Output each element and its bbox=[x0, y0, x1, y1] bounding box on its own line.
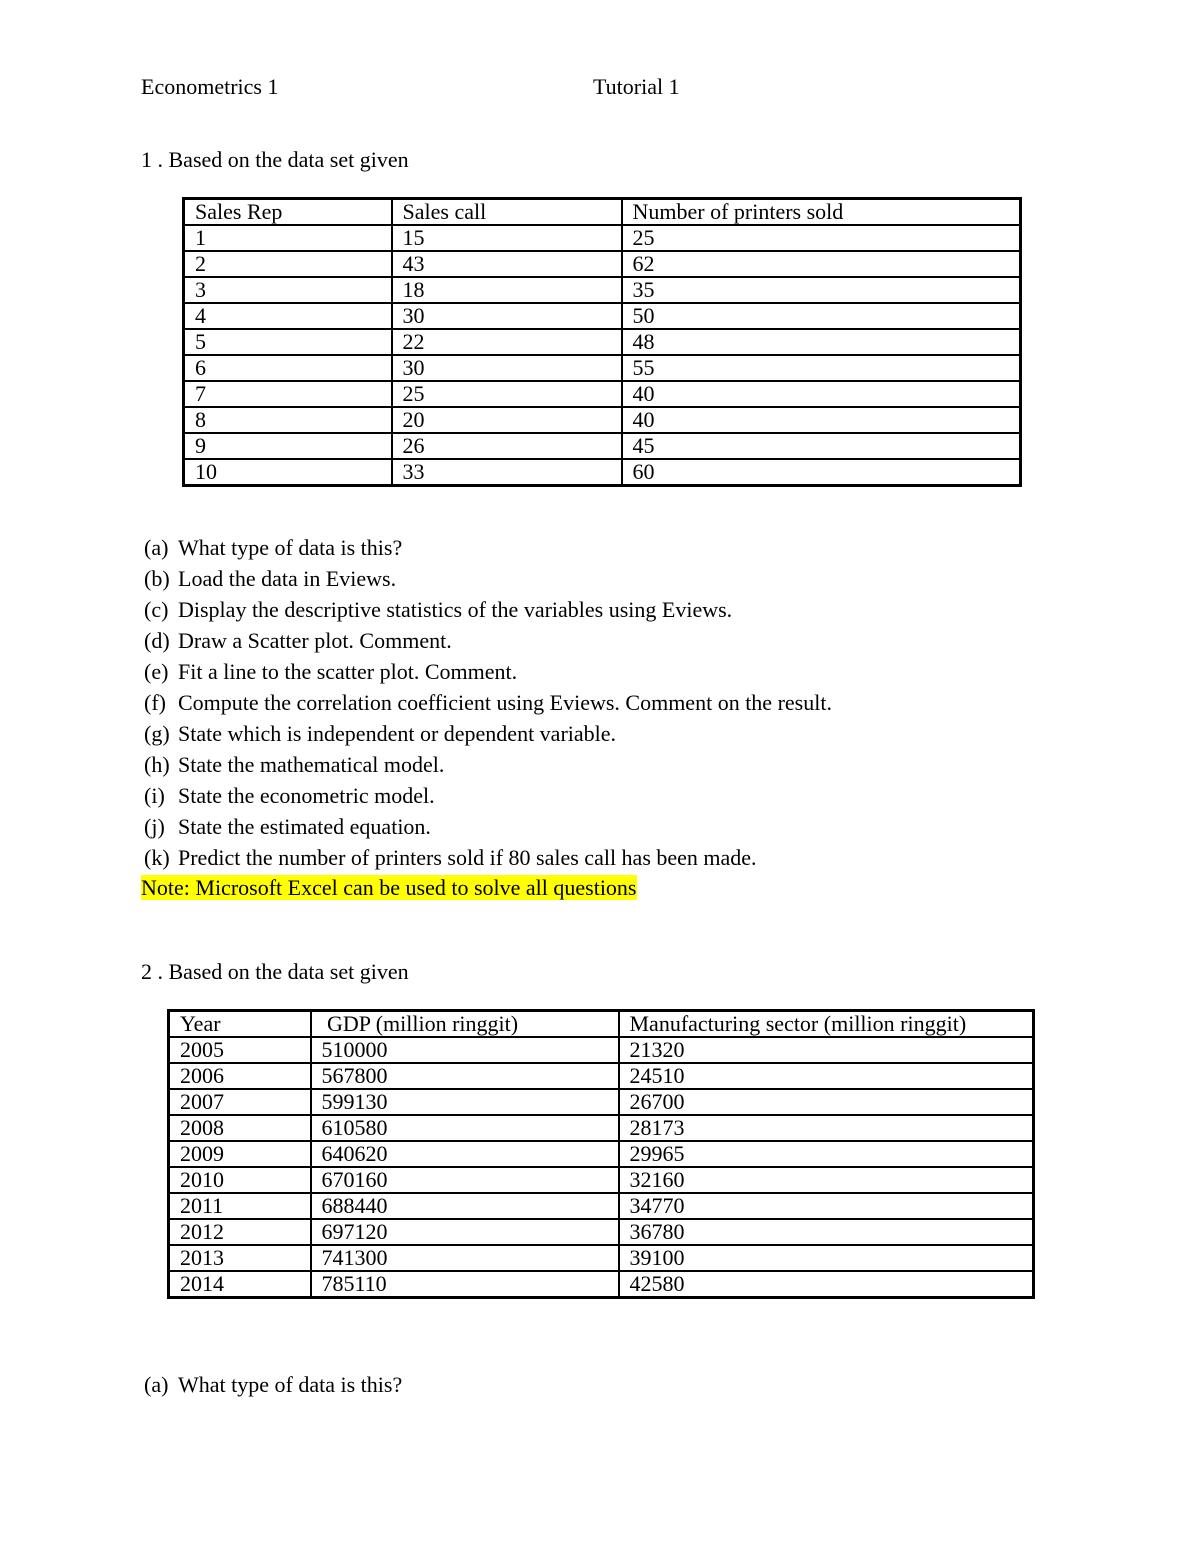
table-cell: 510000 bbox=[311, 1037, 619, 1063]
question-item bbox=[144, 846, 832, 877]
course-title: Econometrics 1 bbox=[141, 74, 279, 99]
table-row bbox=[169, 1193, 1034, 1219]
table-cell: 2014 bbox=[169, 1271, 311, 1298]
table-cell: 42580 bbox=[619, 1271, 1034, 1298]
question-text: What type of data is this? bbox=[178, 1372, 403, 1397]
table-cell: 2006 bbox=[169, 1063, 311, 1089]
table-row bbox=[184, 329, 1021, 355]
table-cell: 21320 bbox=[619, 1037, 1034, 1063]
tutorial-title: Tutorial 1 bbox=[593, 74, 680, 99]
q2-table bbox=[167, 1009, 1035, 1299]
table-row bbox=[184, 277, 1021, 303]
column-header: Manufacturing sector (million ringgit) bbox=[619, 1011, 1034, 1038]
table-header-row bbox=[184, 199, 1021, 226]
table-row bbox=[184, 433, 1021, 459]
question-text: What type of data is this? bbox=[178, 535, 403, 560]
table-row bbox=[169, 1063, 1034, 1089]
q1-table-body bbox=[184, 199, 1021, 486]
column-header: Year bbox=[169, 1011, 311, 1038]
table-row bbox=[184, 407, 1021, 433]
table-cell: 2007 bbox=[169, 1089, 311, 1115]
table-cell: 2 bbox=[184, 251, 392, 277]
table-cell: 785110 bbox=[311, 1271, 619, 1298]
table-cell: 640620 bbox=[311, 1141, 619, 1167]
table-cell: 55 bbox=[622, 355, 1021, 381]
column-header: Sales call bbox=[392, 199, 622, 226]
question-item bbox=[144, 815, 832, 846]
table-cell: 2012 bbox=[169, 1219, 311, 1245]
table-cell: 670160 bbox=[311, 1167, 619, 1193]
table-row bbox=[169, 1037, 1034, 1063]
q2-table-body bbox=[169, 1011, 1034, 1298]
question-item bbox=[144, 784, 832, 815]
question-letter: (d) bbox=[144, 628, 170, 653]
question-text: State which is independent or dependent variable. bbox=[178, 721, 617, 746]
question-letter: (a) bbox=[144, 535, 169, 560]
table-header-row bbox=[169, 1011, 1034, 1038]
table-cell: 48 bbox=[622, 329, 1021, 355]
table-cell: 43 bbox=[392, 251, 622, 277]
table-cell: 35 bbox=[622, 277, 1021, 303]
question-letter: (b) bbox=[144, 566, 170, 591]
table-row bbox=[184, 251, 1021, 277]
table-cell: 741300 bbox=[311, 1245, 619, 1271]
table-cell: 20 bbox=[392, 407, 622, 433]
table-row bbox=[169, 1167, 1034, 1193]
table-row bbox=[169, 1271, 1034, 1298]
column-header: Sales Rep bbox=[184, 199, 392, 226]
table-row bbox=[184, 355, 1021, 381]
table-cell: 28173 bbox=[619, 1115, 1034, 1141]
question-text: Compute the correlation coefficient using Eviews. Comment on the result. bbox=[178, 690, 832, 715]
question-text: Load the data in Eviews. bbox=[178, 566, 397, 591]
question-item bbox=[144, 691, 832, 722]
q1-intro: 1 . Based on the data set given bbox=[141, 147, 409, 172]
question-item bbox=[144, 1373, 402, 1404]
table-cell: 2005 bbox=[169, 1037, 311, 1063]
table-cell: 2013 bbox=[169, 1245, 311, 1271]
question-item bbox=[144, 536, 832, 567]
table-cell: 567800 bbox=[311, 1063, 619, 1089]
table-cell: 2009 bbox=[169, 1141, 311, 1167]
column-header: Number of printers sold bbox=[622, 199, 1021, 226]
table-cell: 2008 bbox=[169, 1115, 311, 1141]
question-letter: (j) bbox=[144, 814, 165, 839]
table-cell: 1 bbox=[184, 225, 392, 251]
question-text: Draw a Scatter plot. Comment. bbox=[178, 628, 452, 653]
question-item bbox=[144, 722, 832, 753]
table-cell: 3 bbox=[184, 277, 392, 303]
table-cell: 610580 bbox=[311, 1115, 619, 1141]
table-cell: 29965 bbox=[619, 1141, 1034, 1167]
table-cell: 8 bbox=[184, 407, 392, 433]
table-cell: 30 bbox=[392, 355, 622, 381]
q1-question-list bbox=[144, 536, 832, 877]
question-text: State the estimated equation. bbox=[178, 814, 431, 839]
q2-question-list bbox=[144, 1373, 402, 1404]
table-cell: 26700 bbox=[619, 1089, 1034, 1115]
table-cell: 2011 bbox=[169, 1193, 311, 1219]
table-cell: 2010 bbox=[169, 1167, 311, 1193]
table-cell: 15 bbox=[392, 225, 622, 251]
table-cell: 32160 bbox=[619, 1167, 1034, 1193]
question-item bbox=[144, 660, 832, 691]
excel-note bbox=[141, 877, 637, 899]
q1-table bbox=[182, 197, 1022, 487]
table-cell: 40 bbox=[622, 407, 1021, 433]
table-cell: 33 bbox=[392, 459, 622, 486]
question-letter: (c) bbox=[144, 597, 169, 622]
table-row bbox=[169, 1115, 1034, 1141]
table-cell: 36780 bbox=[619, 1219, 1034, 1245]
table-cell: 697120 bbox=[311, 1219, 619, 1245]
table-cell: 4 bbox=[184, 303, 392, 329]
question-text: State the econometric model. bbox=[178, 783, 435, 808]
table-cell: 62 bbox=[622, 251, 1021, 277]
question-letter: (g) bbox=[144, 721, 170, 746]
table-row bbox=[184, 381, 1021, 407]
table-row bbox=[169, 1089, 1034, 1115]
question-item bbox=[144, 598, 832, 629]
question-item bbox=[144, 629, 832, 660]
column-header: GDP (million ringgit) bbox=[311, 1011, 619, 1038]
table-cell: 30 bbox=[392, 303, 622, 329]
table-cell: 6 bbox=[184, 355, 392, 381]
q2-intro: 2 . Based on the data set given bbox=[141, 959, 409, 984]
question-letter: (f) bbox=[144, 690, 166, 715]
question-text: Fit a line to the scatter plot. Comment. bbox=[178, 659, 518, 684]
table-cell: 9 bbox=[184, 433, 392, 459]
question-letter: (e) bbox=[144, 659, 169, 684]
table-cell: 10 bbox=[184, 459, 392, 486]
table-cell: 18 bbox=[392, 277, 622, 303]
table-cell: 25 bbox=[622, 225, 1021, 251]
table-cell: 60 bbox=[622, 459, 1021, 486]
table-cell: 24510 bbox=[619, 1063, 1034, 1089]
question-item bbox=[144, 753, 832, 784]
table-row bbox=[169, 1219, 1034, 1245]
table-row bbox=[169, 1245, 1034, 1271]
question-text: Predict the number of printers sold if 80 sales call has been made. bbox=[178, 845, 757, 870]
highlighted-note: Note: Microsoft Excel can be used to solve all questions bbox=[141, 875, 637, 900]
table-cell: 50 bbox=[622, 303, 1021, 329]
table-cell: 40 bbox=[622, 381, 1021, 407]
table-cell: 34770 bbox=[619, 1193, 1034, 1219]
table-row bbox=[184, 459, 1021, 486]
table-cell: 5 bbox=[184, 329, 392, 355]
question-letter: (k) bbox=[144, 845, 170, 870]
table-cell: 25 bbox=[392, 381, 622, 407]
question-text: Display the descriptive statistics of the variables using Eviews. bbox=[178, 597, 733, 622]
table-cell: 7 bbox=[184, 381, 392, 407]
question-item bbox=[144, 567, 832, 598]
table-row bbox=[169, 1141, 1034, 1167]
question-letter: (h) bbox=[144, 752, 170, 777]
table-cell: 26 bbox=[392, 433, 622, 459]
question-letter: (i) bbox=[144, 783, 165, 808]
table-cell: 599130 bbox=[311, 1089, 619, 1115]
table-cell: 45 bbox=[622, 433, 1021, 459]
table-cell: 688440 bbox=[311, 1193, 619, 1219]
table-cell: 39100 bbox=[619, 1245, 1034, 1271]
table-row bbox=[184, 225, 1021, 251]
question-letter: (a) bbox=[144, 1372, 169, 1397]
question-text: State the mathematical model. bbox=[178, 752, 445, 777]
table-cell: 22 bbox=[392, 329, 622, 355]
table-row bbox=[184, 303, 1021, 329]
